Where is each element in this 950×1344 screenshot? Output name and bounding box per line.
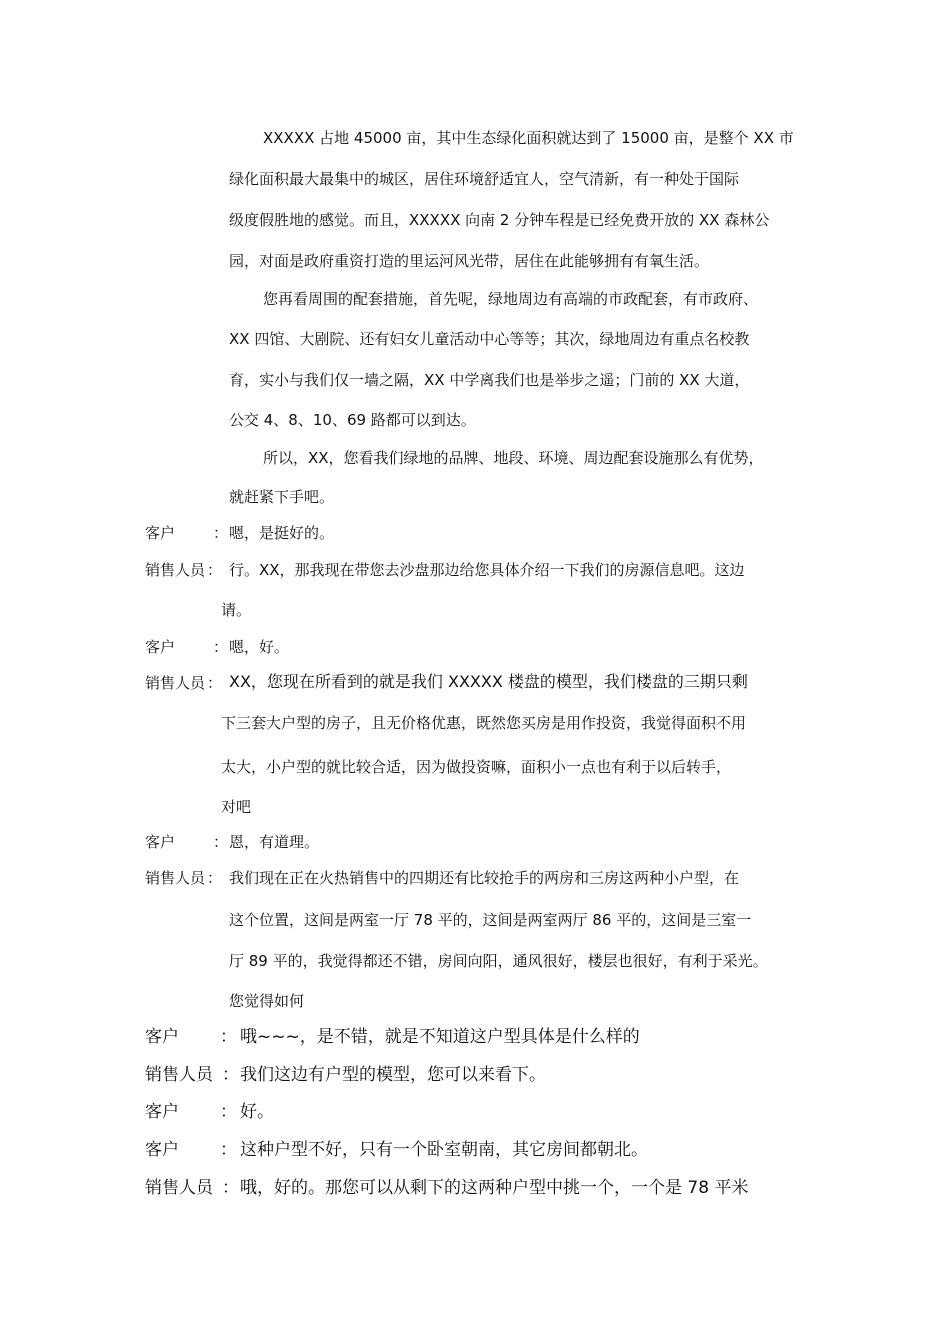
speaker-label: 客户 (145, 524, 176, 542)
dialogue-line: 恩，有道理。 (229, 833, 320, 851)
dialogue-line: 我们现在正在火热销售中的四期还有比较抢手的两房和三房这两种小户型，在 (229, 869, 740, 887)
intro-line: XXXXX 占地 45000 亩，其中生态绿化面积就达到了 15000 亩，是整个 XX 市 (263, 129, 794, 147)
intro-line: 级度假胜地的感觉。而且，XXXXX 向南 2 分钟车程是已经免费开放的 XX 森林公 (229, 211, 770, 229)
intro-line: 绿化面积最大最集中的城区，居住环境舒适宜人，空气清新，有一种处于国际 (229, 170, 740, 188)
speaker-label: 销售人员 (145, 1065, 213, 1085)
speaker-label: 销售人员 (145, 561, 206, 579)
speaker-label: 客户 (145, 1140, 179, 1160)
dialogue-line: 对吧 (221, 798, 252, 816)
speaker-separator: ： (220, 1027, 237, 1047)
speaker-separator: ： (213, 524, 229, 542)
speaker-label: 客户 (145, 1027, 179, 1047)
speaker-label: 销售人员 (145, 674, 206, 692)
dialogue-line: XX，您现在所看到的就是我们 XXXXX 楼盘的模型，我们楼盘的三期只剩 (229, 672, 748, 691)
dialogue-line: 好。 (240, 1102, 274, 1122)
dialogue-line: 我们这边有户型的模型，您可以来看下。 (240, 1065, 546, 1085)
dialogue-line: 厅 89 平的，我觉得都还不错，房间向阳，通风很好，楼层也很好，有利于采光。 (229, 952, 768, 970)
intro-line: 就赶紧下手吧。 (229, 488, 335, 506)
speaker-separator: ： (222, 1178, 239, 1198)
dialogue-line: 哦，好的。那您可以从剩下的这两种户型中挑一个，一个是 78 平米 (240, 1178, 749, 1198)
dialogue-line: 这个位置，这间是两室一厅 78 平的，这间是两室两厅 86 平的，这间是三室一 (229, 911, 752, 929)
dialogue-line: 您觉得如何 (229, 992, 305, 1010)
speaker-separator: ： (222, 1065, 239, 1085)
speaker-separator: ： (207, 869, 223, 887)
speaker-separator: ： (207, 561, 223, 579)
dialogue-line: 嗯，好。 (229, 638, 290, 656)
speaker-label: 客户 (145, 1102, 179, 1122)
intro-line: 园，对面是政府重资打造的里运河风光带，居住在此能够拥有有氧生活。 (229, 252, 710, 270)
dialogue-line: 下三套大户型的房子，且无价格优惠，既然您买房是用作投资，我觉得面积不用 (221, 714, 747, 732)
speaker-separator: ： (220, 1140, 237, 1160)
dialogue-line: 这种户型不好，只有一个卧室朝南，其它房间都朝北。 (240, 1140, 648, 1160)
speaker-label: 销售人员 (145, 869, 206, 887)
dialogue-line: 请。 (221, 601, 252, 619)
speaker-separator: ： (207, 674, 223, 692)
intro-line: 所以，XX，您看我们绿地的品牌、地段、环境、周边配套设施那么有优势， (263, 449, 764, 467)
dialogue-line: 哦~~~，是不错，就是不知道这户型具体是什么样的 (240, 1027, 640, 1047)
dialogue-line: 嗯，是挺好的。 (229, 524, 335, 542)
intro-line: 公交 4、8、10、69 路都可以到达。 (229, 411, 476, 429)
speaker-separator: ： (220, 1102, 237, 1122)
dialogue-line: 行。XX，那我现在带您去沙盘那边给您具体介绍一下我们的房源信息吧。这边 (229, 561, 745, 579)
speaker-separator: ： (213, 638, 229, 656)
speaker-label: 销售人员 (145, 1178, 213, 1198)
speaker-label: 客户 (145, 638, 176, 656)
speaker-separator: ： (213, 833, 229, 851)
intro-line: XX 四馆、大剧院、还有妇女儿童活动中心等等；其次，绿地周边有重点名校教 (229, 330, 750, 348)
intro-line: 您再看周围的配套措施，首先呢，绿地周边有高端的市政配套，有市政府、 (263, 290, 759, 308)
speaker-label: 客户 (145, 833, 176, 851)
intro-line: 育，实小与我们仅一墙之隔，XX 中学离我们也是举步之遥；门前的 XX 大道， (229, 371, 750, 389)
dialogue-line: 太大，小户型的就比较合适，因为做投资嘛，面积小一点也有利于以后转手， (221, 758, 732, 776)
